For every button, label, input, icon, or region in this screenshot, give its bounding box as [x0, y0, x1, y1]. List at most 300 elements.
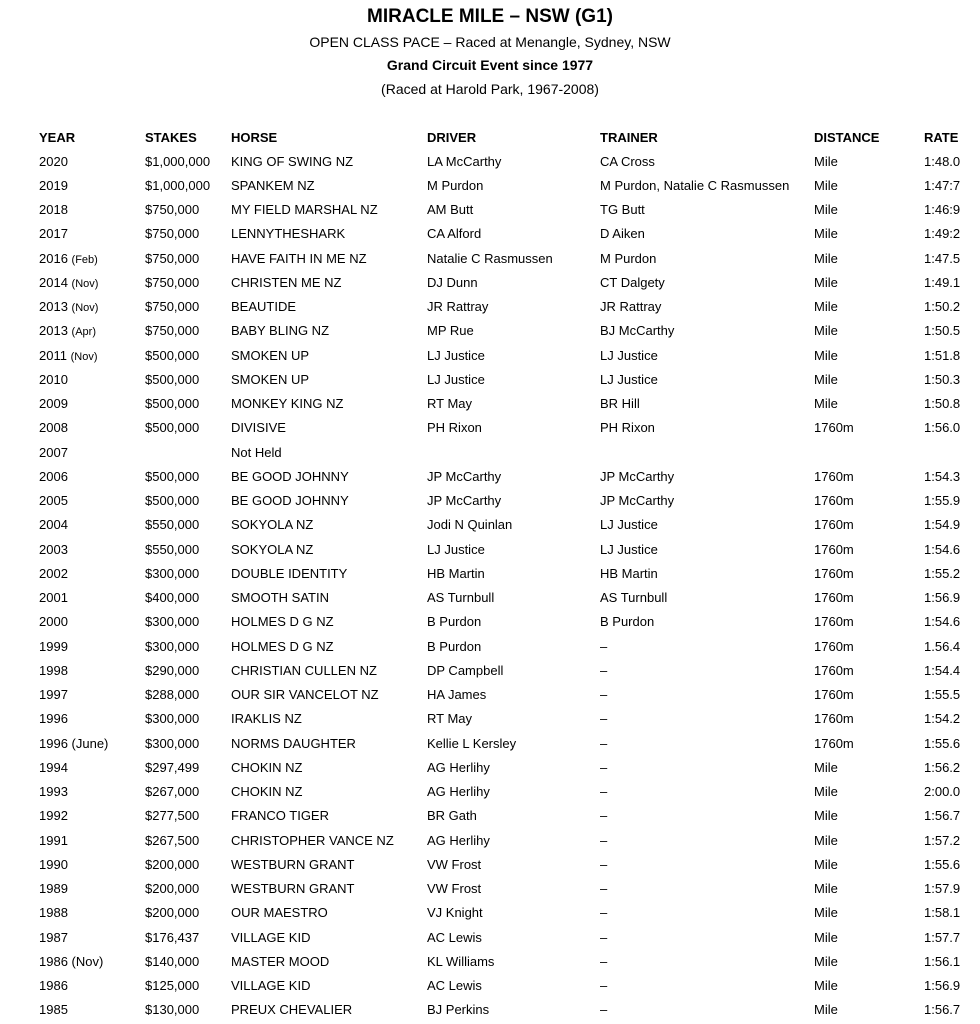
column-header-distance: DISTANCE [814, 129, 880, 145]
table-row [33, 149, 974, 173]
cell-year [33, 270, 145, 294]
cell-trainer: JP McCarthy [600, 468, 675, 484]
cell-distance: 1760m [814, 711, 854, 727]
cell-rate: 1:55.6 [924, 735, 961, 751]
cell-horse: Not Held [231, 444, 282, 460]
cell-rate: 1:49:2 [924, 226, 961, 242]
cell-rate: 1:50.3 [924, 371, 961, 387]
year-value: 1988 [39, 905, 68, 921]
cell-horse: CHOKIN NZ [231, 759, 303, 775]
cell-year [33, 198, 145, 222]
year-value: 1985 [39, 1002, 68, 1018]
cell-stakes: $176,437 [145, 929, 200, 945]
cell-year [33, 998, 145, 1022]
column-header-year: YEAR [39, 129, 76, 145]
cell-horse: CHRISTIAN CULLEN NZ [231, 662, 377, 678]
cell-trainer: PH Rixon [600, 420, 655, 436]
cell-trainer: – [600, 687, 608, 703]
cell-driver: RT May [427, 711, 473, 727]
cell-year [33, 658, 145, 682]
year-value: 2016 [39, 250, 68, 266]
year-value: 2019 [39, 177, 68, 193]
cell-trainer: – [600, 638, 608, 654]
cell-year [33, 149, 145, 173]
cell-year [33, 392, 145, 416]
cell-rate: 1:57.9 [924, 881, 961, 897]
year-value: 2003 [39, 541, 68, 557]
cell-distance: Mile [814, 250, 838, 266]
cell-distance: Mile [814, 299, 838, 315]
cell-rate: 1:58.1 [924, 905, 961, 921]
cell-trainer: LJ Justice [600, 541, 658, 557]
cell-horse: BABY BLING NZ [231, 323, 330, 339]
year-value: 2014 [39, 274, 68, 290]
cell-year [33, 489, 145, 513]
cell-year [33, 683, 145, 707]
cell-trainer: HB Martin [600, 565, 658, 581]
cell-distance: Mile [814, 226, 838, 242]
year-value: 1992 [39, 808, 68, 824]
cell-distance: 1760m [814, 614, 854, 630]
cell-horse: IRAKLIS NZ [231, 711, 302, 727]
cell-driver: BJ Perkins [427, 1002, 490, 1018]
cell-rate: 1:51.8 [924, 347, 961, 363]
table-row [33, 367, 974, 391]
cell-trainer: – [600, 808, 608, 824]
table-row [33, 246, 974, 270]
cell-stakes [145, 440, 231, 464]
cell-rate: 1:54.9 [924, 517, 961, 533]
cell-year [33, 367, 145, 391]
cell-year [33, 610, 145, 634]
column-header-horse: HORSE [231, 129, 278, 145]
year-value: 2010 [39, 371, 68, 387]
table-row [33, 343, 974, 367]
cell-distance: 1760m [814, 638, 854, 654]
cell-horse: VILLAGE KID [231, 978, 311, 994]
cell-year [33, 416, 145, 440]
cell-horse: SMOKEN UP [231, 347, 310, 363]
cell-trainer: M Purdon, Natalie C Rasmussen [600, 177, 790, 193]
table-row [33, 295, 974, 319]
cell-horse: MONKEY KING NZ [231, 396, 344, 412]
cell-horse: MY FIELD MARSHAL NZ [231, 202, 378, 218]
year-value: 1996 [39, 711, 68, 727]
cell-stakes: $750,000 [145, 250, 200, 266]
cell-horse: FRANCO TIGER [231, 808, 329, 824]
table-row [33, 707, 974, 731]
cell-trainer: – [600, 662, 608, 678]
cell-trainer: – [600, 929, 608, 945]
cell-distance: 1760m [814, 662, 854, 678]
cell-stakes: $500,000 [145, 493, 200, 509]
cell-stakes: $550,000 [145, 517, 200, 533]
cell-horse: SPANKEM NZ [231, 177, 315, 193]
cell-stakes: $500,000 [145, 371, 200, 387]
cell-driver: JR Rattray [427, 299, 489, 315]
cell-year [33, 804, 145, 828]
cell-horse: DOUBLE IDENTITY [231, 565, 348, 581]
cell-year [33, 925, 145, 949]
year-qualifier: (Nov) [71, 302, 99, 315]
cell-year [33, 974, 145, 998]
cell-rate: 1:55.5 [924, 687, 961, 703]
cell-year [33, 852, 145, 876]
cell-trainer: M Purdon [600, 250, 657, 266]
cell-year [33, 561, 145, 585]
cell-horse: BE GOOD JOHNNY [231, 468, 349, 484]
cell-stakes: $267,500 [145, 832, 200, 848]
cell-rate: 1:56.2 [924, 759, 961, 775]
cell-rate: 1:57.2 [924, 832, 961, 848]
cell-stakes: $200,000 [145, 905, 200, 921]
table-row [33, 949, 974, 973]
cell-stakes: $288,000 [145, 687, 200, 703]
table-header-row [33, 125, 974, 149]
cell-trainer: – [600, 978, 608, 994]
table-row [33, 755, 974, 779]
cell-year [33, 731, 145, 755]
cell-trainer: CT Dalgety [600, 274, 665, 290]
cell-year [33, 295, 145, 319]
year-value: 1998 [39, 662, 68, 678]
cell-driver: AS Turnbull [427, 590, 495, 606]
year-value: 2004 [39, 517, 68, 533]
year-value: 1990 [39, 856, 68, 872]
table-row [33, 901, 974, 925]
cell-driver: VW Frost [427, 881, 482, 897]
table-row [33, 537, 974, 561]
cell-horse: NORMS DAUGHTER [231, 735, 356, 751]
cell-distance: Mile [814, 953, 838, 969]
table-row [33, 270, 974, 294]
year-qualifier: (Feb) [71, 253, 98, 266]
cell-driver: AG Herlihy [427, 759, 490, 775]
cell-driver: B Purdon [427, 614, 482, 630]
cell-horse: WESTBURN GRANT [231, 881, 355, 897]
page-title: MIRACLE MILE – NSW (G1) [367, 6, 613, 27]
cell-distance: 1760m [814, 517, 854, 533]
cell-driver: Jodi N Quinlan [427, 517, 513, 533]
cell-rate: 1:47.5 [924, 250, 961, 266]
cell-stakes: $300,000 [145, 711, 200, 727]
cell-driver: LJ Justice [427, 347, 485, 363]
cell-year [33, 222, 145, 246]
cell-rate: 1:50.5 [924, 323, 961, 339]
cell-driver: Kellie L Kersley [427, 735, 517, 751]
table-row [33, 392, 974, 416]
cell-stakes: $267,000 [145, 784, 200, 800]
cell-distance: Mile [814, 153, 838, 169]
cell-stakes: $500,000 [145, 468, 200, 484]
cell-driver: AG Herlihy [427, 832, 490, 848]
cell-distance: Mile [814, 177, 838, 193]
cell-stakes: $125,000 [145, 978, 200, 994]
cell-driver: AC Lewis [427, 978, 482, 994]
cell-trainer [600, 440, 814, 464]
cell-trainer: – [600, 856, 608, 872]
cell-year [33, 828, 145, 852]
cell-distance: Mile [814, 978, 838, 994]
cell-rate: 1:56.0 [924, 420, 961, 436]
cell-distance: Mile [814, 274, 838, 290]
table-row [33, 561, 974, 585]
cell-year [33, 755, 145, 779]
cell-rate: 1:50.8 [924, 396, 961, 412]
cell-stakes: $400,000 [145, 590, 200, 606]
cell-stakes: $750,000 [145, 323, 200, 339]
cell-horse: SOKYOLA NZ [231, 541, 314, 557]
table-row [33, 804, 974, 828]
table-row [33, 416, 974, 440]
cell-distance: Mile [814, 929, 838, 945]
table-row [33, 513, 974, 537]
cell-horse: SMOOTH SATIN [231, 590, 329, 606]
cell-trainer: JR Rattray [600, 299, 662, 315]
cell-rate: 1:56.9 [924, 978, 961, 994]
cell-horse: OUR MAESTRO [231, 905, 328, 921]
column-header-driver: DRIVER [427, 129, 477, 145]
cell-rate: 1:47:7 [924, 177, 961, 193]
cell-year [33, 780, 145, 804]
cell-stakes: $300,000 [145, 614, 200, 630]
cell-driver: M Purdon [427, 177, 484, 193]
cell-rate: 1:54.4 [924, 662, 961, 678]
cell-trainer: – [600, 905, 608, 921]
table-row [33, 780, 974, 804]
table-row [33, 974, 974, 998]
table-row [33, 998, 974, 1022]
cell-distance: Mile [814, 784, 838, 800]
cell-year [33, 440, 145, 464]
venue-history-note: (Raced at Harold Park, 1967-2008) [381, 81, 599, 97]
cell-trainer: – [600, 711, 608, 727]
table-row [33, 683, 974, 707]
cell-horse: HAVE FAITH IN ME NZ [231, 250, 367, 266]
cell-driver [427, 440, 600, 464]
cell-horse: HOLMES D G NZ [231, 614, 334, 630]
cell-trainer: – [600, 832, 608, 848]
cell-horse: VILLAGE KID [231, 929, 311, 945]
cell-trainer: LJ Justice [600, 517, 658, 533]
year-value: 1993 [39, 784, 68, 800]
cell-stakes: $750,000 [145, 274, 200, 290]
cell-horse: KING OF SWING NZ [231, 153, 354, 169]
column-header-stakes: STAKES [145, 129, 197, 145]
cell-driver: RT May [427, 396, 473, 412]
year-value: 1996 (June) [39, 735, 109, 751]
cell-year [33, 343, 145, 367]
cell-year [33, 537, 145, 561]
cell-driver: DP Campbell [427, 662, 504, 678]
cell-year [33, 949, 145, 973]
cell-rate: 1.56.4 [924, 638, 961, 654]
cell-stakes: $200,000 [145, 881, 200, 897]
cell-distance: Mile [814, 881, 838, 897]
cell-year [33, 901, 145, 925]
cell-rate: 1:54.3 [924, 468, 961, 484]
cell-driver: KL Williams [427, 953, 495, 969]
cell-distance: Mile [814, 396, 838, 412]
cell-distance: 1760m [814, 541, 854, 557]
cell-driver: BR Gath [427, 808, 477, 824]
cell-year [33, 586, 145, 610]
cell-horse: CHRISTEN ME NZ [231, 274, 342, 290]
cell-distance: Mile [814, 323, 838, 339]
table-row [33, 658, 974, 682]
cell-stakes: $290,000 [145, 662, 200, 678]
cell-rate: 1:55.6 [924, 856, 961, 872]
cell-rate: 1:56.7 [924, 808, 961, 824]
table-row [33, 173, 974, 197]
cell-rate: 1:55.9 [924, 493, 961, 509]
cell-trainer: TG Butt [600, 202, 645, 218]
year-value: 2013 [39, 299, 68, 315]
cell-trainer: – [600, 784, 608, 800]
results-body [33, 149, 974, 1022]
cell-driver: PH Rixon [427, 420, 482, 436]
cell-year [33, 707, 145, 731]
cell-stakes: $1,000,000 [145, 153, 211, 169]
cell-stakes: $140,000 [145, 953, 200, 969]
cell-distance: Mile [814, 905, 838, 921]
cell-driver: LA McCarthy [427, 153, 502, 169]
cell-horse: DIVISIVE [231, 420, 286, 436]
cell-horse: LENNYTHESHARK [231, 226, 346, 242]
cell-trainer: CA Cross [600, 153, 655, 169]
cell-rate: 1:46:9 [924, 202, 961, 218]
year-qualifier: (Apr) [71, 326, 96, 339]
results-table [33, 125, 974, 1022]
cell-stakes: $277,500 [145, 808, 200, 824]
year-value: 2001 [39, 590, 68, 606]
cell-horse: WESTBURN GRANT [231, 856, 355, 872]
cell-horse: HOLMES D G NZ [231, 638, 334, 654]
cell-stakes: $550,000 [145, 541, 200, 557]
cell-driver: AC Lewis [427, 929, 482, 945]
year-value: 1987 [39, 929, 68, 945]
cell-distance: 1760m [814, 493, 854, 509]
year-value: 2006 [39, 468, 68, 484]
cell-distance: Mile [814, 202, 838, 218]
cell-rate: 1:57.7 [924, 929, 961, 945]
cell-stakes: $1,000,000 [145, 177, 211, 193]
year-value: 1991 [39, 832, 68, 848]
table-row [33, 828, 974, 852]
column-header-trainer: TRAINER [600, 129, 658, 145]
cell-rate: 1:54.6 [924, 541, 961, 557]
table-row [33, 731, 974, 755]
cell-rate: 1:56.7 [924, 1002, 961, 1018]
cell-stakes: $500,000 [145, 420, 200, 436]
cell-horse: CHOKIN NZ [231, 784, 303, 800]
cell-rate: 1:50.2 [924, 299, 961, 315]
cell-stakes: $750,000 [145, 299, 200, 315]
table-row [33, 489, 974, 513]
cell-distance: 1760m [814, 590, 854, 606]
cell-stakes: $300,000 [145, 735, 200, 751]
year-value: 1999 [39, 638, 68, 654]
cell-horse: BEAUTIDE [231, 299, 297, 315]
table-row [33, 852, 974, 876]
cell-driver: JP McCarthy [427, 468, 502, 484]
cell-year [33, 513, 145, 537]
table-row [33, 925, 974, 949]
race-subtitle: OPEN CLASS PACE – Raced at Menangle, Sydney, NSW [309, 34, 671, 50]
cell-trainer: BJ McCarthy [600, 323, 675, 339]
cell-rate: 1:54.6 [924, 614, 961, 630]
cell-driver: CA Alford [427, 226, 482, 242]
table-row [33, 877, 974, 901]
cell-trainer: – [600, 953, 608, 969]
cell-driver: Natalie C Rasmussen [427, 250, 553, 266]
cell-rate: 2:00.0 [924, 784, 961, 800]
cell-distance: Mile [814, 1002, 838, 1018]
cell-rate [924, 440, 974, 464]
year-value: 1994 [39, 759, 68, 775]
cell-year [33, 319, 145, 343]
cell-horse: OUR SIR VANCELOT NZ [231, 687, 379, 703]
cell-rate: 1:54.2 [924, 711, 961, 727]
table-row [33, 586, 974, 610]
cell-year [33, 634, 145, 658]
cell-distance: Mile [814, 856, 838, 872]
cell-horse: BE GOOD JOHNNY [231, 493, 349, 509]
cell-rate: 1:55.2 [924, 565, 961, 581]
cell-horse: MASTER MOOD [231, 953, 330, 969]
cell-year [33, 464, 145, 488]
cell-distance: Mile [814, 832, 838, 848]
cell-rate: 1:48.0 [924, 153, 961, 169]
cell-distance: 1760m [814, 687, 854, 703]
cell-distance: Mile [814, 759, 838, 775]
year-value: 2020 [39, 153, 68, 169]
cell-stakes: $500,000 [145, 396, 200, 412]
cell-distance: 1760m [814, 735, 854, 751]
year-value: 2000 [39, 614, 68, 630]
table-row [33, 440, 974, 464]
table-row [33, 319, 974, 343]
year-value: 1997 [39, 687, 68, 703]
year-value: 1986 [39, 978, 68, 994]
cell-stakes: $297,499 [145, 759, 200, 775]
cell-distance: 1760m [814, 565, 854, 581]
cell-stakes: $130,000 [145, 1002, 200, 1018]
cell-driver: AG Herlihy [427, 784, 490, 800]
cell-stakes: $500,000 [145, 347, 200, 363]
year-value: 2017 [39, 226, 68, 242]
cell-driver: AM Butt [427, 202, 474, 218]
cell-distance: Mile [814, 808, 838, 824]
year-value: 2009 [39, 396, 68, 412]
cell-rate: 1:56.1 [924, 953, 961, 969]
cell-distance [814, 440, 924, 464]
cell-driver: B Purdon [427, 638, 482, 654]
cell-horse: SMOKEN UP [231, 371, 310, 387]
table-row [33, 634, 974, 658]
cell-trainer: JP McCarthy [600, 493, 675, 509]
cell-stakes: $750,000 [145, 202, 200, 218]
year-value: 2013 [39, 323, 68, 339]
cell-year [33, 173, 145, 197]
year-qualifier: (Nov) [70, 350, 98, 363]
cell-driver: MP Rue [427, 323, 474, 339]
grand-circuit-note: Grand Circuit Event since 1977 [386, 57, 594, 73]
table-row [33, 464, 974, 488]
cell-stakes: $300,000 [145, 565, 200, 581]
cell-trainer: BR Hill [600, 396, 640, 412]
table-row [33, 610, 974, 634]
